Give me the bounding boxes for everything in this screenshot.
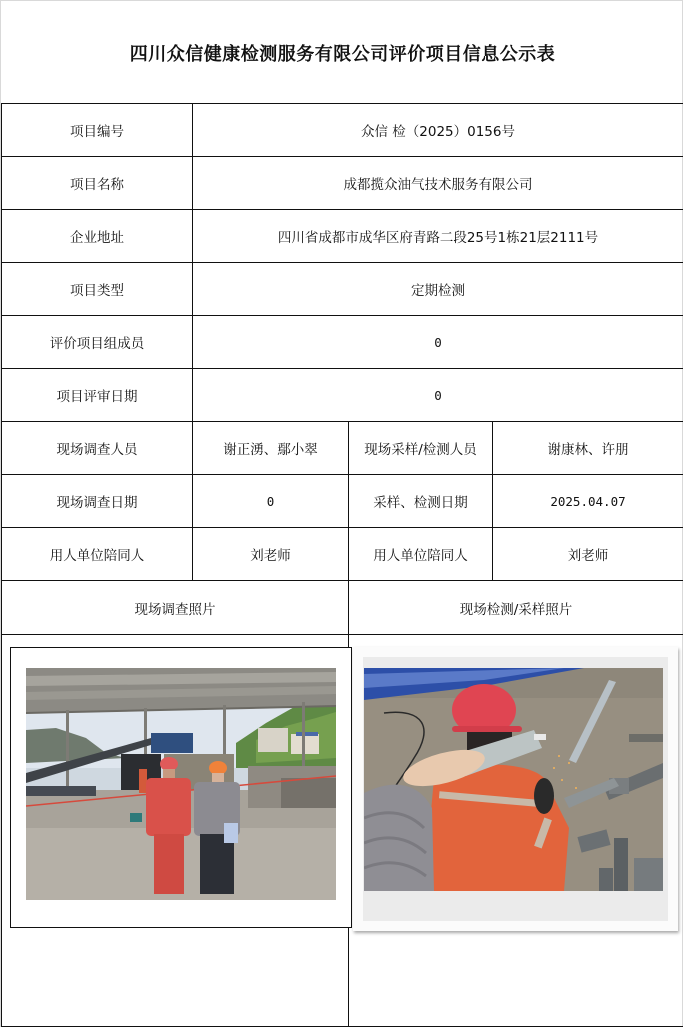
value-project-number: 众信 检（2025）0156号 [192, 104, 683, 156]
label-review-date: 项目评审日期 [56, 389, 138, 405]
label-escort-survey: 用人单位陪同人 [49, 548, 145, 564]
row-project-name [2, 157, 683, 210]
page-title: 四川众信健康检测服务有限公司评价项目信息公示表 [129, 43, 556, 65]
label-survey-date: 现场调查日期 [56, 495, 138, 511]
row-survey-staff [2, 422, 683, 475]
row-review-date [2, 369, 683, 422]
value-escort-survey: 刘老师 [192, 528, 348, 580]
info-table [1, 103, 683, 1027]
value-company-address: 四川省成都市成华区府青路二段25号1栋21层2111号 [192, 210, 683, 262]
value-review-date: 0 [192, 369, 683, 421]
sampling-photo-card [353, 647, 678, 931]
label-company-address: 企业地址 [70, 230, 124, 246]
sampling-photo [364, 668, 663, 891]
value-project-name: 成都揽众油气技术服务有限公司 [192, 157, 683, 209]
row-evaluation-members [2, 316, 683, 369]
row-project-type [2, 263, 683, 316]
value-project-type: 定期检测 [192, 263, 683, 315]
value-survey-staff: 谢正湧、鄢小翠 [192, 422, 348, 474]
label-evaluation-members: 评价项目组成员 [49, 336, 145, 352]
sampling-photo-panel [363, 657, 668, 921]
survey-photo-frame [10, 647, 352, 928]
value-escort-sampling: 刘老师 [492, 528, 683, 580]
label-survey-staff: 现场调查人员 [56, 442, 138, 458]
row-photo-headers [2, 581, 683, 635]
label-escort-sampling: 用人单位陪同人 [348, 528, 492, 580]
sampling-photo-illustration [364, 668, 663, 891]
row-company-address [2, 210, 683, 263]
survey-photo-illustration [26, 668, 336, 900]
value-evaluation-members: 0 [192, 316, 683, 368]
value-sampling-staff: 谢康林、许朋 [492, 422, 683, 474]
header-survey-photo: 现场调查照片 [134, 601, 216, 618]
survey-photo [26, 668, 336, 900]
row-project-number [2, 104, 683, 157]
photo-row [2, 635, 683, 1027]
row-survey-date [2, 475, 683, 528]
label-sampling-staff: 现场采样/检测人员 [348, 422, 492, 474]
value-survey-date: 0 [192, 475, 348, 527]
label-sampling-date: 采样、检测日期 [348, 475, 492, 527]
label-project-number: 项目编号 [70, 124, 124, 140]
row-escort [2, 528, 683, 581]
header-sampling-photo: 现场检测/采样照片 [348, 581, 683, 634]
label-project-name: 项目名称 [70, 177, 124, 193]
label-project-type: 项目类型 [70, 283, 124, 299]
value-sampling-date: 2025.04.07 [492, 475, 683, 527]
